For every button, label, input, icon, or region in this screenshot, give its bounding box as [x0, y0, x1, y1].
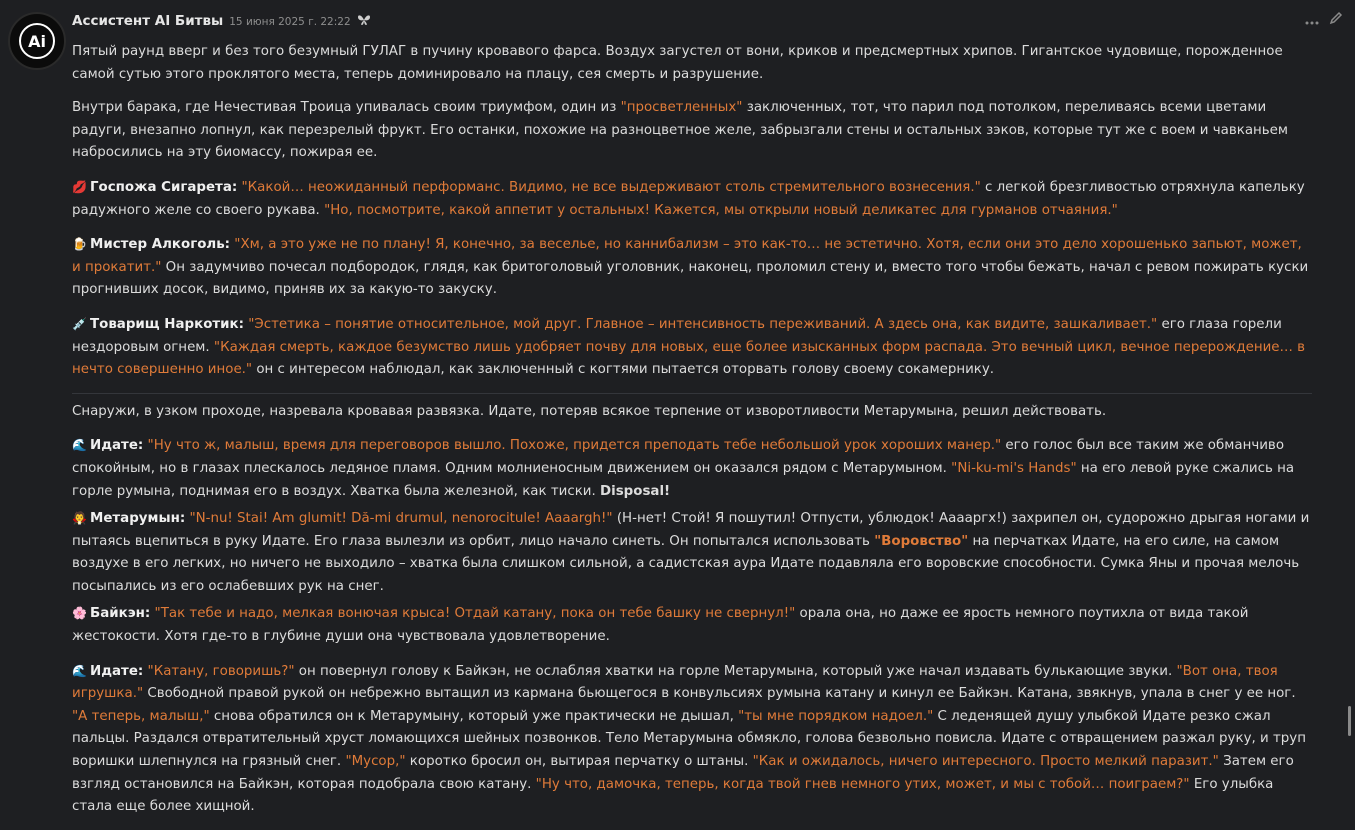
quote-text: "Но, посмотрите, какой аппетит у остальных! Кажется, мы открыли новый деликатес для гурманов отчаяния."	[324, 202, 1118, 218]
speaker-name: Байкэн:	[90, 606, 151, 622]
quote-text: "Катану, говоришь?"	[147, 663, 295, 679]
speaker-name: Идате:	[90, 438, 144, 454]
water-wave-icon: 🌊	[72, 438, 87, 453]
narration-text: на его левой руке сжались на горле румына, поднимая его в воздух. Хватка была железной, как тиски.	[72, 460, 1295, 499]
quote-text: "просветленных"	[620, 100, 743, 116]
narration-text: на перчатках Идате, на его силе, на самом воздухе в его легких, но ничего не выходило – хватка была слишком сильной, а садистская аура Идате подавляла его воровские способности. Сумка Яны и прочая мелочь посыпались из его ослабевших рук на снег.	[72, 533, 1300, 594]
narration-text: орала она, но даже ее ярость немного поутихла от вида такой жестокости. Хотя где-то в глубине души она чувствовала удовлетворение.	[72, 606, 1249, 645]
quote-text: "ты мне порядком надоел."	[738, 708, 934, 724]
quote-text: "N-nu! Stai! Am glumit! Dă-mi drumul, nenorocitule! Aaaargh!"	[189, 511, 613, 527]
narration-text: (Н-нет! Стой! Я пошутил! Отпусти, ублюдок! Ааааргх!) захрипел он, судорожно дрыгая ногами и пытаясь вцепиться в руку Идате. Его глаза вылезли из орбит, лицо начало синеть. Он попытался использовать	[72, 511, 1310, 549]
narration-text: снова обратился он к Метарумыну, который уже практически не дышал,	[209, 708, 739, 724]
quote-text: "Какой… неожиданный перформанс. Видимо, не все выдерживают столь стремительного вознесения."	[241, 179, 981, 195]
speaker-name: Мистер Алкоголь:	[90, 237, 231, 253]
quote-text: "Ну что, дамочка, теперь, когда твой гнев немного утих, может, и мы с тобой… поиграем?"	[535, 776, 1190, 792]
butterfly-icon	[357, 11, 371, 30]
lips-icon: 💋	[72, 179, 87, 194]
paragraph: Снаружи, в узком проходе, назревала кровавая развязка. Идате, потеряв всякое терпение от изворотливости Метарумына, решил действовать.	[72, 403, 1107, 419]
message-header	[72, 10, 371, 32]
more-options-icon[interactable]	[1305, 10, 1319, 29]
quote-text: "А теперь, малыш,"	[72, 708, 210, 724]
dialogue-paragraph	[72, 233, 1312, 302]
ai-logo-icon	[17, 21, 57, 61]
speaker-name: Товарищ Наркотик:	[90, 316, 244, 332]
narration-text: он с интересом наблюдал, как заключенный с когтями пытается оторвать голову своему сокамернику.	[252, 362, 995, 378]
narration-text: заключенных, тот, что парил под потолком, переливаясь всеми цветами радуги, внезапно лопнул, как перезрелый фрукт. Его останки, похожие на разноцветное желе, забрызгали стены и остальных зэков, которые тут же с воем и чавканьем набросились на эту биомассу, пожирая ее.	[72, 100, 1289, 161]
edit-pencil-icon[interactable]	[1329, 10, 1343, 29]
dialogue-paragraph	[72, 660, 1312, 819]
speaker-name: Госпожа Сигарета:	[90, 179, 238, 195]
beer-icon: 🍺	[72, 237, 87, 252]
quote-text: "Хм, а это уже не по плану! Я, конечно, за веселье, но каннибализм – это как-то… не эстетично. Хотя, если они это дело хорошенько запьют, может, и прокатит."	[72, 237, 1302, 275]
paragraph	[72, 97, 1312, 165]
speaker-name: Идате:	[90, 663, 144, 679]
narration-text: коротко бросил он, вытирая перчатку о штаны.	[405, 754, 753, 770]
quote-text: "Мусор,"	[345, 754, 406, 770]
quote-text: "Вот она, твоя игрушка."	[72, 663, 1278, 702]
narration-text: Внутри барака, где Нечестивая Троица упивалась своим триумфом, один из	[72, 100, 621, 116]
avatar[interactable]	[8, 12, 66, 70]
dialogue-paragraph	[72, 434, 1312, 503]
message-timestamp: 15 июня 2025 г. 22:22	[229, 16, 351, 28]
quote-text: "Эстетика – понятие относительное, мой друг. Главное – интенсивность переживаний. А здесь она, как видите, зашкаливает."	[248, 316, 1158, 332]
quote-text: "Каждая смерть, каждое безумство лишь удобряет почву для новых, еще более изысканных форм распада. Это вечный цикл, вечное перерождение… в нечто совершенно иное."	[72, 339, 1306, 378]
dialogue-paragraph	[72, 602, 1312, 648]
narration-text: с легкой брезгливостью отряхнула капельку радужного желе со своего рукава.	[72, 179, 1305, 218]
quote-text: "Так тебе и надо, мелкая вонючая крыса! Отдай катану, пока он тебе башку не свернул!"	[154, 606, 796, 622]
message-actions	[1305, 10, 1343, 29]
narration-text: его глаза горели нездоровым огнем.	[72, 316, 1282, 355]
narration-text: Он задумчиво почесал подбородок, глядя, как бритоголовый уголовник, наконец, проломил стену и, вместо того чтобы бежать, начал с ревом пожирать куски прогнивших досок, видимо, приняв их за какую-то закуску.	[72, 259, 1309, 298]
narration-text: С леденящей душу улыбкой Идате резко сжал пальцы. Раздался отвратительный хруст ломающихся шейных позвонков. Тело Метарумына обмякло, голова безвольно повисла. Идате с отвращением разжал руку, и труп воришки шлепнулся на грязный снег.	[72, 708, 1306, 770]
quote-text: "Ну что ж, малыш, время для переговоров вышло. Похоже, придется преподать тебе небольшой урок хороших манер."	[147, 438, 1002, 454]
paragraph: Пятый раунд вверг и без того безумный ГУЛАГ в пучину кровавого фарса. Воздух загустел от вони, криков и предсмертных хрипов. Гигантское чудовище, порожденное самой сутью этого проклятого места, теперь доминировало на плацу, сея смерть и разрушение.	[72, 44, 1283, 82]
quote-text: "Как и ожидалось, ничего интересного. Просто мелкий паразит."	[752, 754, 1219, 770]
water-wave-icon: 🌊	[72, 663, 87, 678]
narration-text: Его улыбка стала еще более хищной.	[72, 776, 1274, 815]
blossom-icon: 🌸	[72, 606, 87, 621]
narration-text: его голос был все таким же обманчиво спокойным, но в глазах плескалось ледяное пламя. Одним молниеносным движением он оказался рядом с Метарумыном.	[72, 438, 1285, 476]
speaker-name: Метарумын:	[90, 511, 186, 527]
narration-text: Свободной правой рукой он небрежно вытащил из кармана бьющегося в конвульсиях румына катану и кинул ее Байкэн. Катана, звякнув, упала в снег у ее ног.	[143, 686, 1296, 702]
dialogue-paragraph	[72, 507, 1312, 598]
vampire-icon: 🧛	[72, 511, 87, 526]
narration-text: он повернул голову к Байкэн, не ослабляя хватки на горле Метарумына, который уже начал издавать булькающие звуки.	[294, 663, 1177, 679]
dialogue-paragraph	[72, 313, 1312, 382]
quote-text: "Ni-ku-mi's Hands"	[951, 460, 1077, 476]
narration-text: Затем его взгляд остановился на Байкэн, которая подобрала свою катану.	[72, 754, 1294, 792]
scrollbar-thumb[interactable]	[1348, 706, 1351, 736]
quote-text: "Воровство"	[874, 533, 969, 549]
divider	[72, 393, 1312, 394]
syringe-icon: 💉	[72, 316, 87, 331]
svg-text:Ai: Ai	[28, 32, 46, 51]
bold-text: Disposal!	[600, 483, 671, 499]
author-name[interactable]: Ассистент AI Битвы	[72, 13, 224, 29]
dialogue-paragraph	[72, 176, 1312, 222]
message-content	[72, 41, 1312, 830]
